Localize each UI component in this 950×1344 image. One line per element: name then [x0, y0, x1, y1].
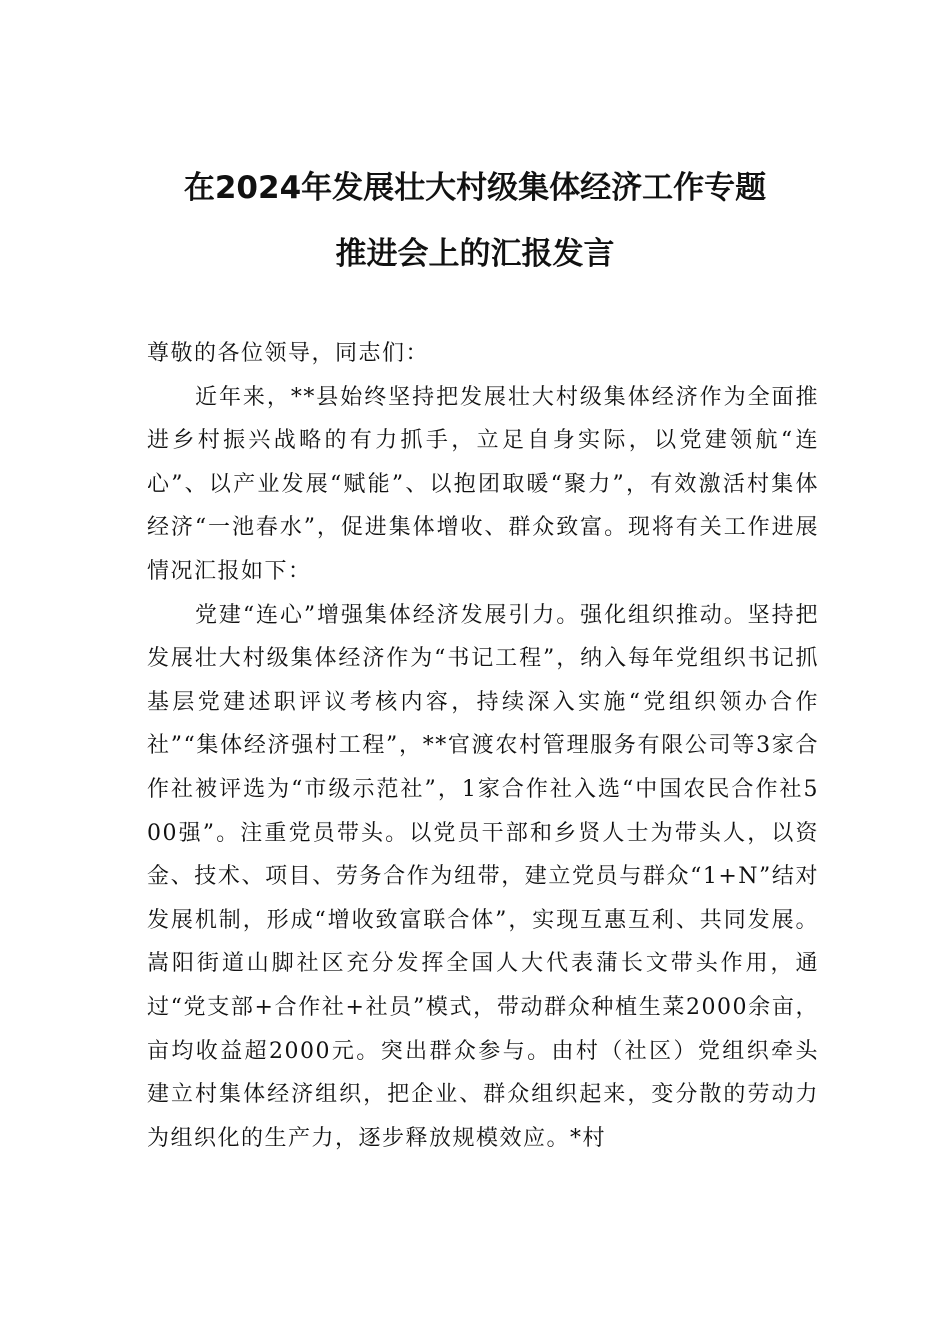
document-title-line-2: 推进会上的汇报发言: [335, 236, 615, 272]
document-body: [147, 332, 819, 1160]
salutation: 尊敬的各位领导，同志们：: [147, 341, 430, 366]
paragraph-party-building: 党建“连心”增强集体经济发展引力。强化组织推动。坚持把发展壮大村级集体经济作为“书记工程”，纳入每年党组织书记抓基层党建述职评议考核内容，持续深入实施“党组织领办合作社”“集体经济强村工程”，**官渡农村管理服务有限公司等3家合作社被评选为“市级示范社”，1家合作社入选“中国农民合作社500强”。注重党员带头。以党员干部和乡贤人士为带头人，以资金、技术、项目、劳务合作为纽带，建立党员与群众“1+N”结对发展机制，形成“增收致富联合体”，实现互惠互利、共同发展。嵩阳街道山脚社区充分发挥全国人大代表蒲长文带头作用，通过“党支部+合作社+社员”模式，带动群众种植生菜2000余亩，亩均收益超2000元。突出群众参与。由村（社区）党组织牵头建立村集体经济组织，把企业、群众组织起来，变分散的劳动力为组织化的生产力，逐步释放规模效应。*村: [147, 602, 819, 1151]
document-title-line-1: 在2024年发展壮大村级集体经济工作专题: [183, 170, 767, 206]
paragraph-intro: 近年来，**县始终坚持把发展壮大村级集体经济作为全面推进乡村振兴战略的有力抓手，立足自身实际，以党建领航“连心”、以产业发展“赋能”、以抱团取暖“聚力”，有效激活村集体经济“一池春水”，促进集体增收、群众致富。现将有关工作进展情况汇报如下：: [147, 384, 819, 584]
